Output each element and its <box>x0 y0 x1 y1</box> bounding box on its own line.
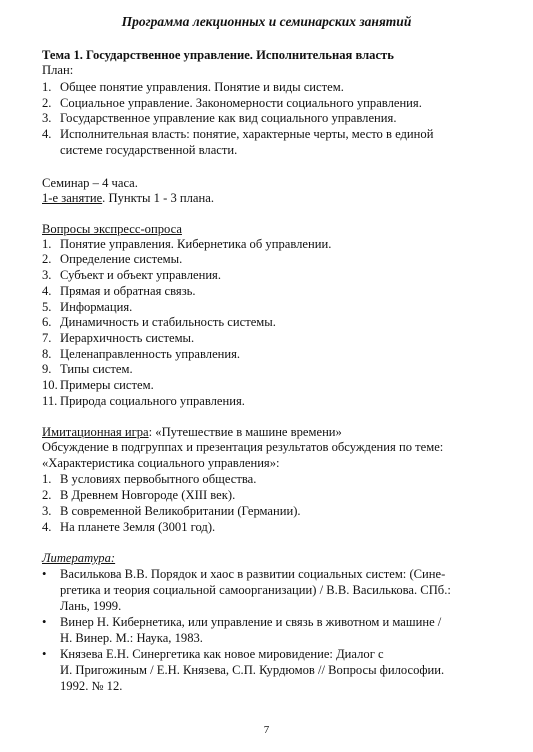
quiz-item: 9. Типы систем. <box>42 362 133 376</box>
first-lesson: 1-е занятие. Пункты 1 - 3 плана. <box>42 191 214 205</box>
literature-item-continuation: 1992. № 12. <box>60 679 123 693</box>
plan-item: 1. Общее понятие управления. Понятие и виды систем. <box>42 80 344 94</box>
literature-item-continuation: ргетика и теория социальной самоорганизации) / В.В. Василькова. СПб.: <box>60 583 451 597</box>
quiz-item: 7. Иерархичность системы. <box>42 331 195 345</box>
page-title: Программа лекционных и семинарских занятий <box>121 14 412 29</box>
game-item: 1. В условиях первобытного общества. <box>42 472 257 486</box>
quiz-item: 11. Природа социального управления. <box>42 394 245 408</box>
literature-item: • Василькова В.В. Порядок и хаос в развитии социальных систем: (Сине- <box>42 567 446 581</box>
bullet-icon: • <box>42 567 47 581</box>
topic-heading: Тема 1. Государственное управление. Исполнительная власть <box>42 48 394 62</box>
plan-item-continuation: системе государственной власти. <box>60 143 238 157</box>
quiz-item: 2. Определение системы. <box>42 252 183 266</box>
game-item: 2. В Древнем Новгороде (XIII век). <box>42 488 236 502</box>
plan-item: 2. Социальное управление. Закономерности социального управления. <box>42 96 422 110</box>
quiz-item: 6. Динамичность и стабильность системы. <box>42 315 276 329</box>
quiz-item: 5. Информация. <box>42 300 133 314</box>
quiz-item: 8. Целенаправленность управления. <box>42 347 241 361</box>
discussion-text: Обсуждение в подгруппах и презентация результатов обсуждения по теме: <box>42 440 444 454</box>
plan-label: План: <box>42 63 74 77</box>
literature-item-continuation: Н. Винер. М.: Наука, 1983. <box>60 631 203 645</box>
literature-heading: Литература: <box>42 551 116 565</box>
quiz-item: 10. Примеры систем. <box>42 378 154 392</box>
quiz-item: 3. Субъект и объект управления. <box>42 268 221 282</box>
literature-item: • Винер Н. Кибернетика, или управление и связь в животном и машине / <box>42 615 442 629</box>
game-item: 3. В современной Великобритании (Германии). <box>42 504 301 518</box>
plan-item: 3. Государственное управление как вид социального управления. <box>42 111 397 125</box>
quiz-heading: Вопросы экспресс-опроса <box>42 222 182 236</box>
literature-item-continuation: И. Пригожиным / Е.Н. Князева, С.П. Курдюмов // Вопросы философии. <box>60 663 445 677</box>
page-number: 7 <box>263 724 270 736</box>
bullet-icon: • <box>42 615 47 629</box>
quiz-item: 1. Понятие управления. Кибернетика об управлении. <box>42 237 332 251</box>
quiz-item: 4. Прямая и обратная связь. <box>42 284 196 298</box>
game-item: 4. На планете Земля (3001 год). <box>42 520 216 534</box>
literature-item-continuation: Лань, 1999. <box>60 599 122 613</box>
literature-item: • Князева Е.Н. Синергетика как новое мировидение: Диалог с <box>42 647 384 661</box>
plan-item: 4. Исполнительная власть: понятие, характерные черты, место в единой <box>42 127 434 141</box>
seminar-hours: Семинар – 4 часа. <box>42 176 138 190</box>
bullet-icon: • <box>42 647 47 661</box>
discussion-text: «Характеристика социального управления»: <box>42 456 280 470</box>
game-heading: Имитационная игра: «Путешествие в машине времени» <box>42 425 342 439</box>
